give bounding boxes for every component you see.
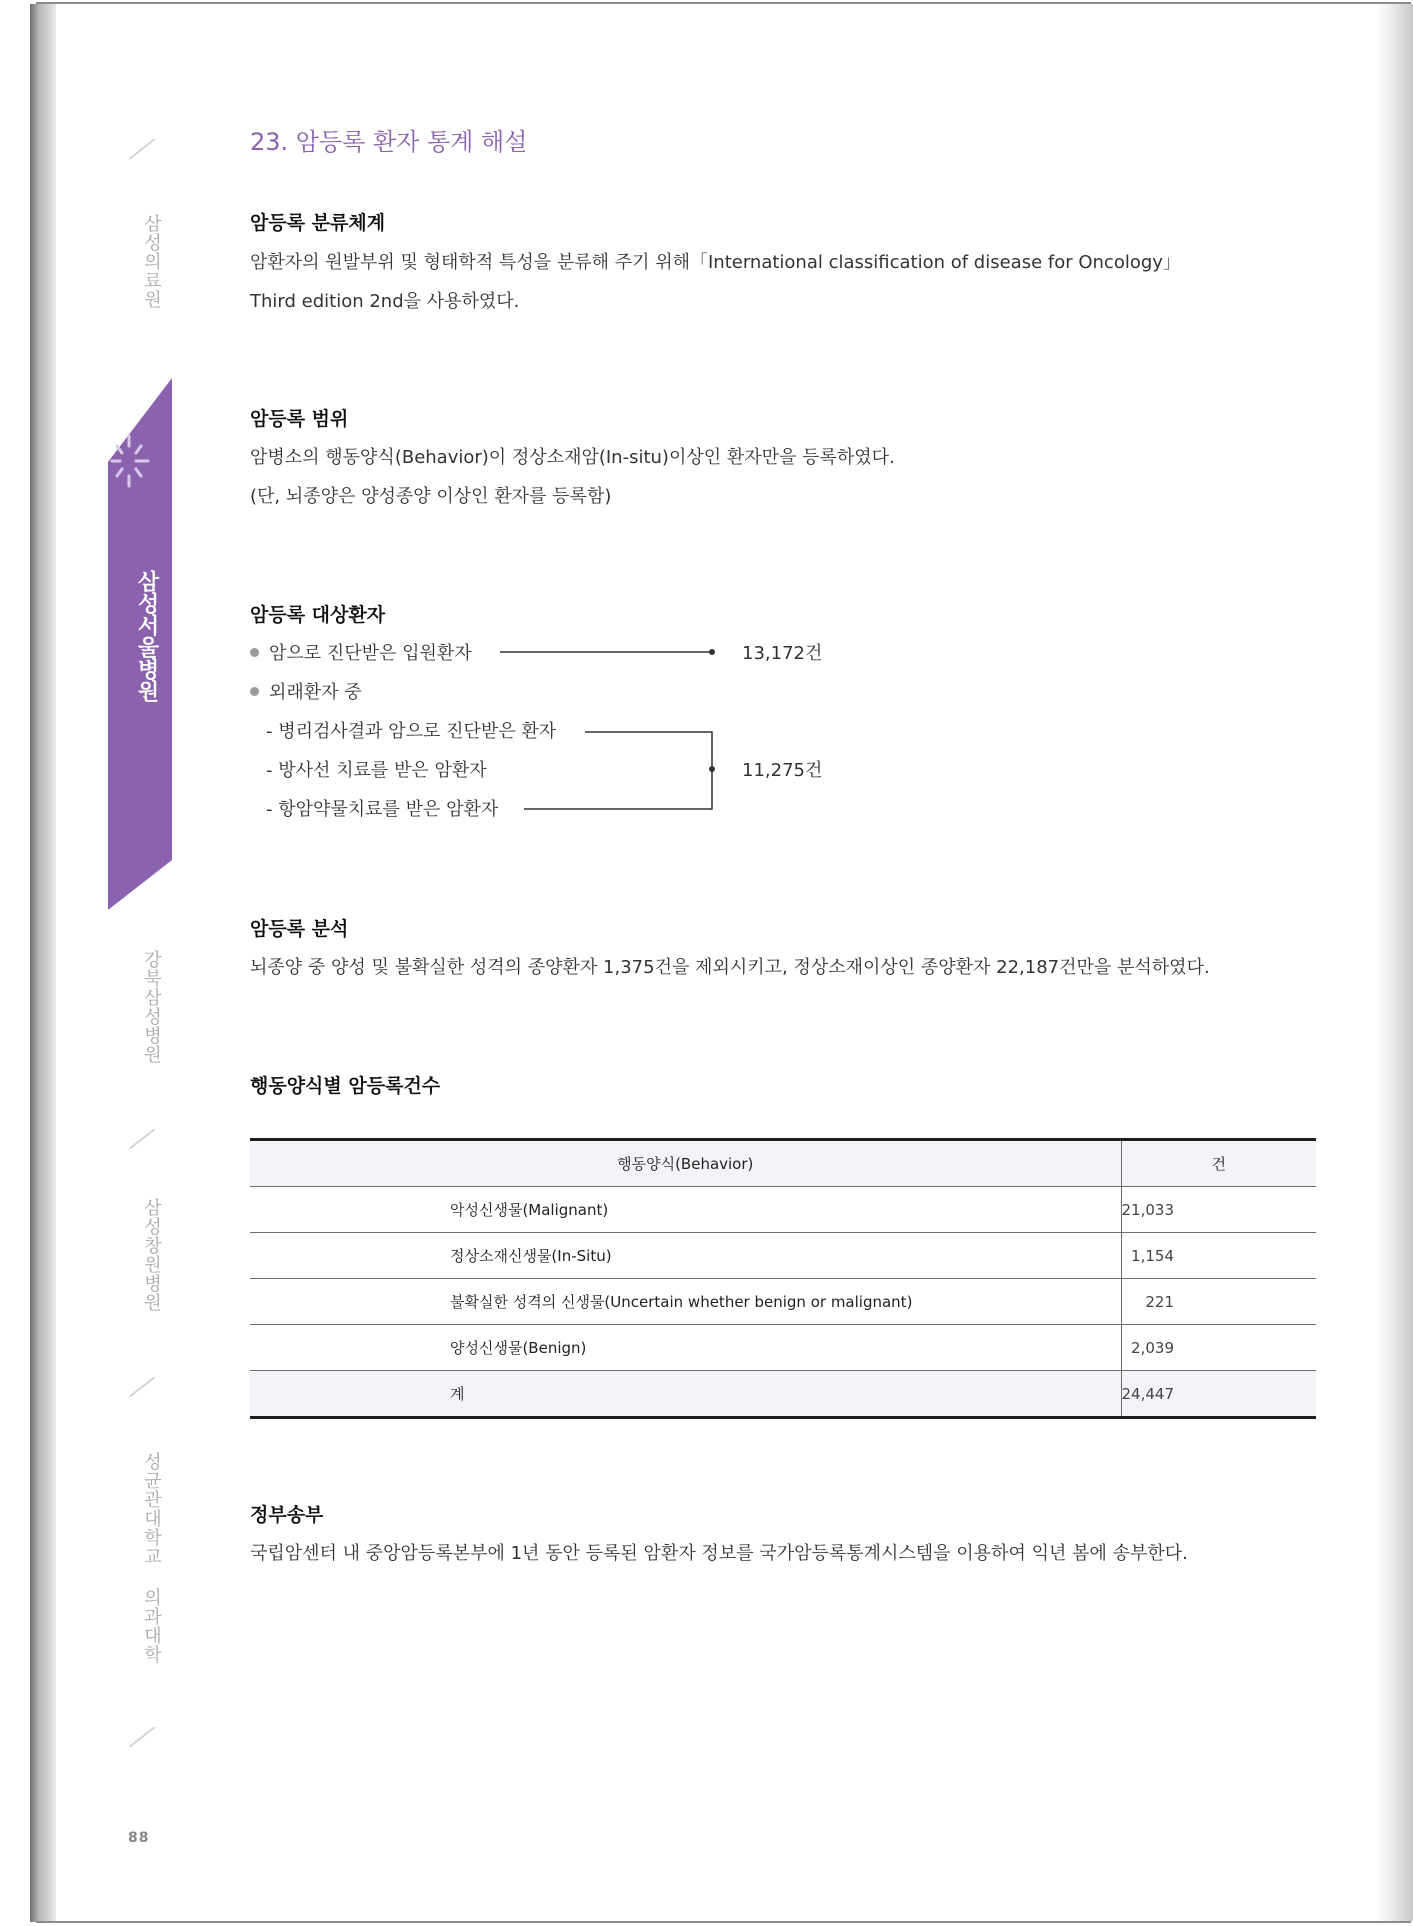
section-title-submission: 정부송부 bbox=[250, 1504, 324, 1526]
page-number: 88 bbox=[128, 1830, 150, 1846]
scope-text-line: 암병소의 행동양식(Behavior)이 정상소재암(In-situ)이상인 환자만을 등록하였다. bbox=[250, 447, 895, 468]
header-behavior: 행동양식(Behavior) bbox=[250, 1140, 1121, 1187]
side-tab-skku-medicine[interactable]: 성균관대학교 의과대학 bbox=[141, 1452, 162, 1664]
inpatient-count: 13,172건 bbox=[742, 643, 823, 664]
row-value: 1,154 bbox=[1121, 1233, 1316, 1279]
total-value: 24,447 bbox=[1121, 1371, 1316, 1418]
row-label: 악성신생물(Malignant) bbox=[250, 1187, 1121, 1233]
total-label: 계 bbox=[250, 1371, 1121, 1418]
table-row bbox=[250, 1187, 1316, 1233]
outpatient-bracket-line bbox=[524, 732, 712, 809]
outpatient-sub-item: - 항암약물치료를 받은 암환자 bbox=[266, 799, 499, 820]
connector-dot bbox=[709, 649, 715, 655]
analysis-text-line: 뇌종양 중 양성 및 불확실한 성격의 종양환자 1,375건을 제외시키고, 정상소재이상인 종양환자 22,187건만을 분석하였다. bbox=[250, 957, 1210, 978]
header-count: 건 bbox=[1121, 1140, 1316, 1187]
row-label: 불확실한 성격의 신생물(Uncertain whether benign or malignant) bbox=[250, 1279, 1121, 1325]
row-label: 정상소재신생물(In-Situ) bbox=[250, 1233, 1121, 1279]
outpatient-sub-item: - 방사선 치료를 받은 암환자 bbox=[266, 760, 487, 781]
table-total-row bbox=[250, 1371, 1316, 1418]
outpatient-sub-item: - 병리검사결과 암으로 진단받은 환자 bbox=[266, 721, 557, 742]
submission-text-line: 국립암센터 내 중앙암등록본부에 1년 동안 등록된 암환자 정보를 국가암등록통계시스템을 이용하여 익년 봄에 송부한다. bbox=[250, 1543, 1188, 1564]
side-tab-samsung-changwon-hospital[interactable]: 삼성창원병원 bbox=[141, 1198, 162, 1312]
side-tab-kangbuk-samsung-hospital[interactable]: 강북삼성병원 bbox=[141, 950, 162, 1064]
connector-dot bbox=[709, 766, 715, 772]
inpatient-label: 암으로 진단받은 입원환자 bbox=[269, 643, 472, 664]
row-value: 2,039 bbox=[1121, 1325, 1316, 1371]
outpatient-label: 외래환자 중 bbox=[269, 682, 362, 703]
row-label: 양성신생물(Benign) bbox=[250, 1325, 1121, 1371]
table-row bbox=[250, 1325, 1316, 1371]
section-title-analysis: 암등록 분석 bbox=[250, 918, 349, 940]
row-value: 21,033 bbox=[1121, 1187, 1316, 1233]
table-row bbox=[250, 1233, 1316, 1279]
section-title-behavior-table: 행동양식별 암등록건수 bbox=[250, 1075, 441, 1097]
section-title-target: 암등록 대상환자 bbox=[250, 604, 386, 626]
chapter-title: 23. 암등록 환자 통계 해설 bbox=[250, 128, 528, 156]
outpatient-count: 11,275건 bbox=[742, 760, 823, 781]
table-header-row bbox=[250, 1140, 1316, 1187]
side-tab-samsung-seoul-hospital[interactable]: 삼성서울병원 bbox=[134, 570, 159, 702]
behavior-count-table bbox=[250, 1138, 1316, 1419]
row-value: 221 bbox=[1121, 1279, 1316, 1325]
classification-text-line: Third edition 2nd을 사용하였다. bbox=[250, 291, 520, 312]
section-title-scope: 암등록 범위 bbox=[250, 408, 349, 430]
section-title-classification: 암등록 분류체계 bbox=[250, 212, 386, 234]
scope-text-line: (단, 뇌종양은 양성종양 이상인 환자를 등록함) bbox=[250, 486, 612, 507]
side-tab-samsung-medical-center[interactable]: 삼성의료원 bbox=[141, 214, 162, 309]
classification-text-line: 암환자의 원발부위 및 형태학적 특성을 분류해 주기 위해「International classification of disease for Oncology」 bbox=[250, 252, 1181, 273]
table-row bbox=[250, 1279, 1316, 1325]
